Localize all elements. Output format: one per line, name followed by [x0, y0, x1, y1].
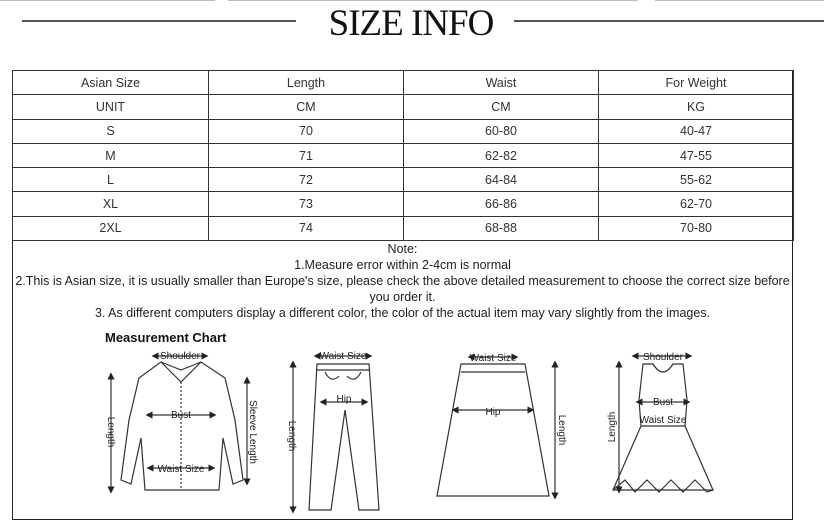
skirt-waist-label: Waist Size	[469, 353, 517, 364]
table-cell: 2XL	[13, 216, 209, 240]
table-cell: S	[13, 119, 209, 143]
table-units-row	[13, 95, 794, 119]
measurement-chart-title: Measurement Chart	[105, 330, 227, 345]
table-row	[13, 216, 794, 240]
table-cell: 72	[209, 168, 404, 192]
table-cell: 47-55	[599, 143, 794, 167]
table-cell: 70-80	[599, 216, 794, 240]
top-divider-left	[0, 0, 215, 1]
title-rule-right	[514, 20, 824, 22]
dress-waist-label: Waist Size	[639, 415, 687, 426]
table-cell: 66-86	[404, 192, 599, 216]
skirt-hip-label: Hip	[485, 407, 501, 418]
shirt-shoulder-label: Shoulder	[159, 351, 201, 362]
notes-block	[13, 241, 792, 321]
table-cell: 68-88	[404, 216, 599, 240]
table-cell: M	[13, 143, 209, 167]
table-header-cell: For Weight	[599, 71, 794, 95]
notes-heading: Note:	[387, 242, 418, 256]
table-cell: 73	[209, 192, 404, 216]
pants-waist-label: Waist Size	[319, 351, 367, 362]
table-row	[13, 168, 794, 192]
table-header-cell: Length	[209, 71, 404, 95]
shirt-bust-label: Bust	[170, 410, 192, 421]
size-table	[12, 70, 794, 241]
note-line-3: 3. As different computers display a different color, the color of the actual item may vary slightly from the images.	[94, 306, 711, 320]
table-cell: 64-84	[404, 168, 599, 192]
table-cell: 71	[209, 143, 404, 167]
dress-bust-label: Bust	[652, 397, 674, 408]
table-row	[13, 143, 794, 167]
table-header-row	[13, 71, 794, 95]
dress-shoulder-label: Shoulder	[642, 352, 684, 363]
table-header-cell: Asian Size	[13, 71, 209, 95]
title-rule-left	[22, 20, 296, 22]
table-row	[13, 119, 794, 143]
dress-outline-icon	[613, 364, 713, 490]
table-cell: 62-82	[404, 143, 599, 167]
table-cell: 60-80	[404, 119, 599, 143]
shirt-length-label: Length	[105, 416, 116, 448]
pants-hip-label: Hip	[336, 394, 352, 405]
table-cell: CM	[404, 95, 599, 119]
skirt-outline-icon	[437, 364, 549, 496]
skirt-length-label: Length	[556, 414, 567, 446]
table-cell: L	[13, 168, 209, 192]
table-cell: 62-70	[599, 192, 794, 216]
table-cell: KG	[599, 95, 794, 119]
table-cell: 74	[209, 216, 404, 240]
pants-outline-icon	[309, 364, 379, 510]
top-divider-right	[655, 0, 824, 1]
table-cell: 40-47	[599, 119, 794, 143]
skirt-diagram	[437, 357, 555, 496]
shirt-sleeve-label: Sleeve Length	[247, 400, 258, 464]
table-cell: 70	[209, 119, 404, 143]
pants-diagram	[293, 356, 379, 510]
shirt-waist-label: Waist Size	[157, 464, 205, 475]
table-cell: UNIT	[13, 95, 209, 119]
measurement-illustrations	[13, 340, 792, 518]
pants-length-label: Length	[286, 420, 297, 452]
page-title: SIZE INFO	[328, 3, 494, 44]
table-cell: 55-62	[599, 168, 794, 192]
note-line-1: 1.Measure error within 2-4cm is normal	[294, 258, 511, 272]
dress-length-label: Length	[607, 411, 618, 443]
table-header-cell: Waist	[404, 71, 599, 95]
table-row	[13, 192, 794, 216]
note-line-2: 2.This is Asian size, it is usually smaller than Europe's size, please check the above detailed measurement to choose the correct size before you order it.	[15, 274, 790, 304]
table-cell: XL	[13, 192, 209, 216]
table-cell: CM	[209, 95, 404, 119]
top-divider-middle	[228, 0, 638, 1]
